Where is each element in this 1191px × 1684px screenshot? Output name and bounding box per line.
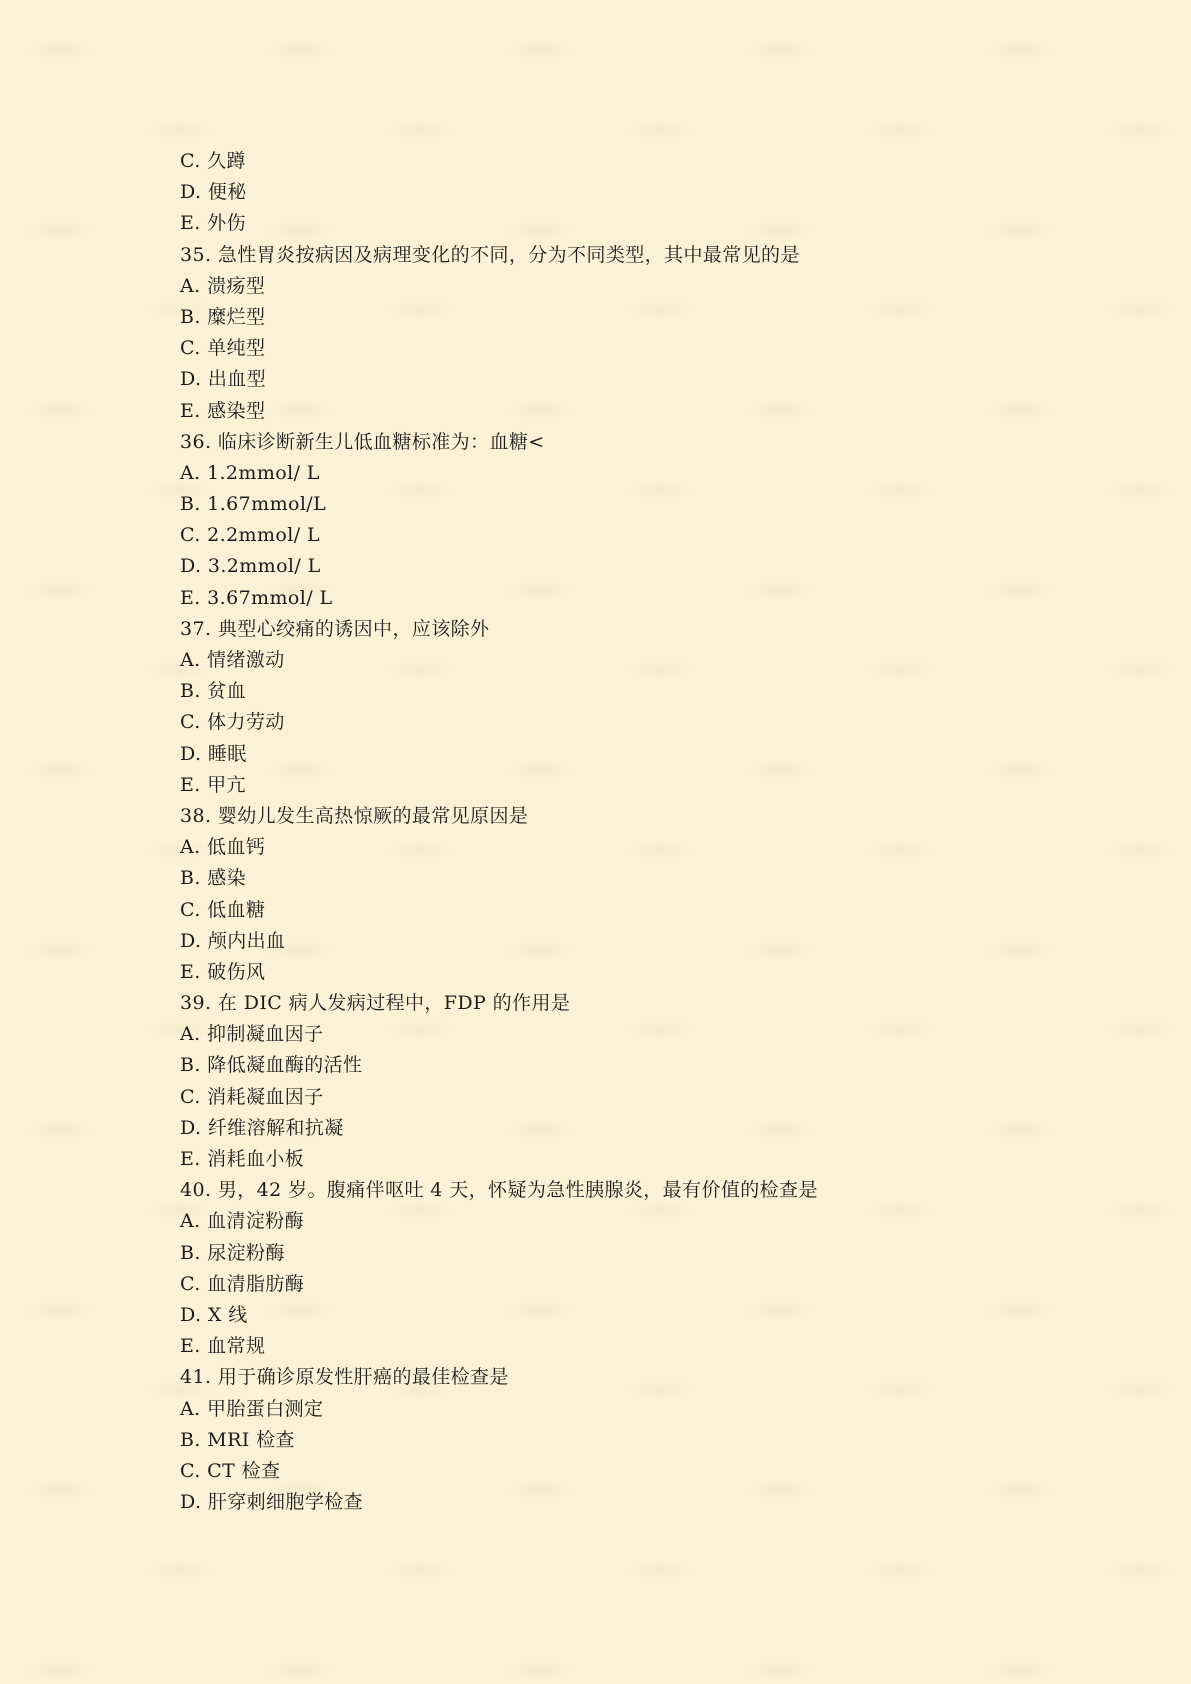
option-c: C. 低血糖 <box>180 898 266 921</box>
option-c: C. 消耗凝血因子 <box>180 1085 324 1108</box>
option-e: E. 3.67mmol/ L <box>180 586 333 609</box>
option-d: D. 便秘 <box>180 181 247 204</box>
question-38: 38. 婴幼儿发生高热惊厥的最常见原因是 <box>180 804 529 827</box>
question-41: 41. 用于确诊原发性肝癌的最佳检查是 <box>180 1366 509 1389</box>
option-a: A. 1.2mmol/ L <box>180 461 320 484</box>
option-a: A. 抑制凝血因子 <box>180 1023 324 1046</box>
option-d: D. 颅内出血 <box>180 929 286 952</box>
option-c: C. 血清脂肪酶 <box>180 1272 305 1295</box>
option-c: C. 久蹲 <box>180 150 246 172</box>
option-b: B. MRI 检查 <box>180 1428 295 1451</box>
option-a: A. 甲胎蛋白测定 <box>180 1397 324 1420</box>
question-36: 36. 临床诊断新生儿低血糖标准为：血糖< <box>180 430 545 453</box>
question-list <box>180 146 1080 1518</box>
option-e: E. 甲亢 <box>180 773 246 796</box>
option-c: C. 2.2mmol/ L <box>180 524 320 547</box>
option-e: E. 外伤 <box>180 212 246 235</box>
option-e: E. 消耗血小板 <box>180 1148 305 1170</box>
option-d: D. 出血型 <box>180 368 267 391</box>
option-a: A. 血清淀粉酶 <box>180 1210 305 1233</box>
option-a: A. 情绪激动 <box>180 649 285 671</box>
question-35: 35. 急性胃炎按病因及病理变化的不同，分为不同类型，其中最常见的是 <box>180 243 800 266</box>
option-c: C. CT 检查 <box>180 1459 281 1482</box>
option-b: B. 1.67mmol/L <box>180 493 327 516</box>
option-d: D. 肝穿刺细胞学检查 <box>180 1491 364 1514</box>
option-d: D. 3.2mmol/ L <box>180 555 321 578</box>
option-e: E. 血常规 <box>180 1335 266 1358</box>
option-d: D. X 线 <box>180 1303 248 1326</box>
option-b: B. 糜烂型 <box>180 305 266 328</box>
option-c: C. 体力劳动 <box>180 711 285 734</box>
option-d: D. 睡眠 <box>180 742 247 765</box>
option-b: B. 贫血 <box>180 680 247 703</box>
option-d: D. 纤维溶解和抗凝 <box>180 1116 344 1139</box>
option-a: A. 低血钙 <box>180 836 266 859</box>
option-b: B. 尿淀粉酶 <box>180 1241 285 1264</box>
question-40: 40. 男，42 岁。腹痛伴呕吐 4 天，怀疑为急性胰腺炎，最有价值的检查是 <box>180 1179 818 1202</box>
option-e: E. 感染型 <box>180 399 266 422</box>
option-e: E. 破伤风 <box>180 960 266 983</box>
option-a: A. 溃疡型 <box>180 274 266 297</box>
question-39: 39. 在 DIC 病人发病过程中，FDP 的作用是 <box>180 992 571 1015</box>
option-b: B. 降低凝血酶的活性 <box>180 1054 363 1077</box>
option-b: B. 感染 <box>180 867 247 890</box>
option-c: C. 单纯型 <box>180 337 266 360</box>
question-37: 37. 典型心绞痛的诱因中，应该除外 <box>180 617 490 640</box>
